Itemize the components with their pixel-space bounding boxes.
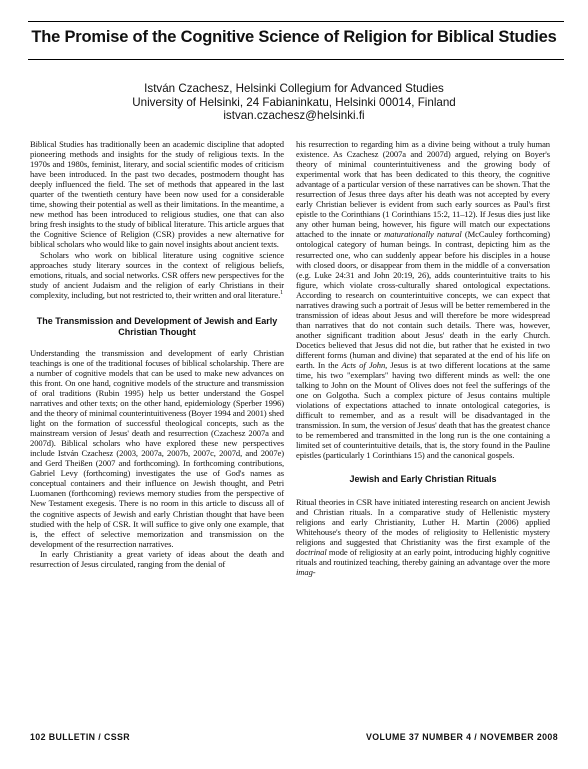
top-rule	[28, 21, 564, 22]
body-paragraph: Biblical Studies has traditionally been an academic discipline that adopted pioneering methods and insights for the study of religious texts. In the 1970s and 1980s, feminist, literary, and social scientific modes of criticism have been introduced. In the past two decades, postmodern thought has deeply influenced the field. The set of methods that appeared in the last quarter of the twentieth century have been now used for a considerable time, showing their potential as well as their limitations. In the meantime, a new method has been introduced to religious studies, one that can also bring fresh insights to the study of biblical literature. This article argues that the Cognitive Science of Religion (CSR) provides a new alternative for biblical scholars who would like to gain novel insights about ancient texts.	[30, 139, 284, 250]
body-paragraph: Ritual theories in CSR have initiated interesting research on ancient Jewish and Christian rituals. In a comparative study of Hellenistic mystery religions and early Christianity, Luther H. Martin (2006) applied Whitehouse's theory of the modes of religiosity to Hellenistic mystery religions and suggested that Christianity was the first example of the doctrinal mode of religiosity at an early point, introducing highly cognitive rituals and routinized teaching, thereby gaining an advantage over the more imag-	[296, 496, 550, 577]
body-paragraph: his resurrection to regarding him as a divine being without a truly human existence. As Czachesz (2007a and 2007d) argued, relying on Boyer's theory of minimal counterintuitiveness and the growing body of experimental work that has been dedicated to this theory, the cognitive advantage of a particular version of these narratives can be shown. That the resurrection of Jesus three days after his death was not accepted by every early Christian believer is evident from such early sources as Paul's first epistle to the Corinthians (1 Corinthians 15:2, 11–12). If Jesus dies just like any other human being, however, his figure will match our expectations attached to the innate or maturationally natural (McCauley forthcoming) ontological category of human beings. In contrast, depicting him as the resurrected one, who can suddenly appear before his disciples in a house with closed doors, or disappear from them in the middle of a conversation (e.g. Luke 24:31 and John 20:19, 26), adds counterintuitive traits to his figure, which violate cross-culturally shared ontological expectations. According to research on counterintuitive concepts, we can expect that narratives drawing such a portrait of Jesus will be better remembered in the transmission of ideas about Jesus and will therefore be more widespread than narratives that do not contain such details. There was, however, another significant tradition about Jesus' death in the early Church. Docetics believed that Jesus did not die, but rather that he existed in two different forms (human and divine) that separated at the end of his life on earth. In the Acts of John, Jesus is at two different locations at the same time, his two "exemplars" having two different minds as well: the one talking to John on the Mount of Olives does not feel the sufferings of the one on Golgotha. Such a complex picture of Jesus contains multiple violations of expectations attached to innate ontological categories, is difficult to remember, and as a result will be disadvantaged in the transmission. In sum, the version of Jesus' death that has the greatest chance to be remembered and transmitted in the long run is the one containing a limited set of counterintuitive details, that is, the story found in the Pauline epistles (particularly 1 Corinthians 15) and the canonical gospels.	[296, 139, 551, 461]
article-title: The Promise of the Cognitive Science of Religion for Biblical Studies	[31, 28, 557, 46]
body-paragraph: Scholars who work on biblical literature using cognitive science approaches study literary sources in the context of religious beliefs, emotions, rituals, and social networks. CSR offers new perspectives for the study of ancient Judaism and the religion of early Christians in their complexity, including, but not restricted to, their written and oral literature.$^1$	[30, 249, 284, 300]
title-rule	[28, 59, 564, 60]
body-paragraph: Understanding the transmission and development of early Christian teachings is one of the traditional focuses of biblical scholarship. There are a number of cognitive models that can be used to make new advances on this front. On one hand, cognitive models of the structure and transmission of oral traditions (Rubin 1995) help us better understand the Gospel narratives and other texts; on the other hand, epidemiology (Sperber 1996) and the theory of minimal counterintuitiveness (Boyer 1994 and 2001) shed light on the formation of successful theological concepts, such as the mainstream version of Jesus' death and resurrection (Czachesz 2007a and 2007d). Biblical scholars who have explored these new perspectives include István Czachesz (2003, 2007a, 2007b, 2007c, 2007d, and 2007e) and Gerd Theißen (2007 and forthcoming). In forthcoming contributions, Gabriel Levy (forthcoming) investigates the use of God's names as conceptual containers and their influence on Jewish thought, and Petri Luomanen (forthcoming) reviews memory studies from the perspective of New Testament exegesis. There is no room in this article to discuss all of the cognitive aspects of Jewish and early Christian thought that have been studied with the help of CSR. It will suffice to give only one example, that is, the effect of selective memorization and transmission on the development of the resurrection narratives.	[30, 347, 284, 549]
body-paragraph: In early Christianity a great variety of ideas about the death and resurrection of Jesus circulated, ranging from the denial of	[30, 548, 284, 569]
author-block	[20, 82, 568, 123]
author-address: University of Helsinki, 24 Fabianinkatu, Helsinki 00014, Finland	[132, 95, 456, 109]
footer-journal: 102 BULLETIN / CSSR	[30, 732, 130, 742]
footer-issue: VOLUME 37 NUMBER 4 / NOVEMBER 2008	[365, 732, 558, 742]
footnote-marker: 1	[280, 289, 284, 296]
left-column	[30, 139, 284, 569]
author-email: istvan.czachesz@helsinki.fi	[223, 109, 365, 123]
section-heading: The Transmission and Development of Jewish and Early Christian Thought	[36, 315, 278, 337]
section-heading: Jewish and Early Christian Rituals	[349, 473, 497, 484]
right-column	[296, 139, 550, 577]
author-affiliation: István Czachesz, Helsinki Collegium for Advanced Studies	[144, 82, 444, 95]
